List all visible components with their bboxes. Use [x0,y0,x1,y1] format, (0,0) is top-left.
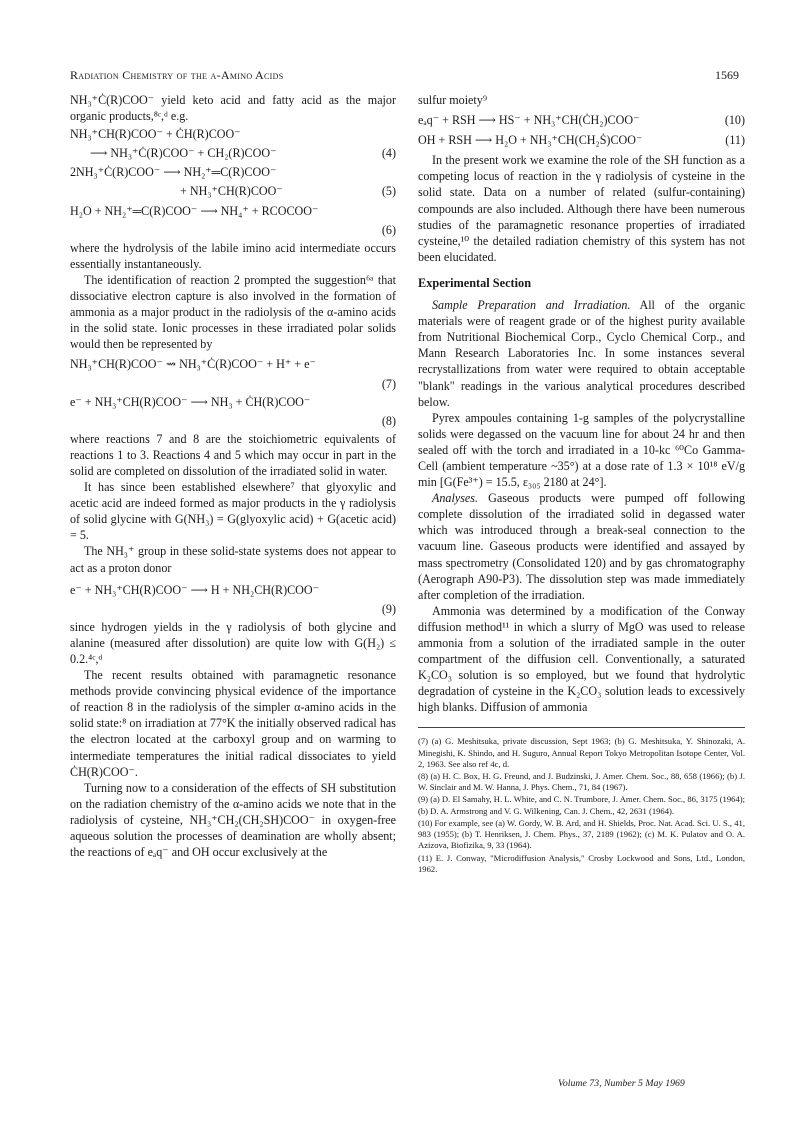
paragraph: Ammonia was determined by a modification of the Conway diffusion method¹¹ in which a slurry of MgO was used to release ammonia from a solution of the irradiated sample in the outer compartment of the diffusion cell. Conventionally, a saturated K₂CO₃ solution is so employed, but we found that hydrolytic degradation of cysteine in the K₂CO₃ solution leads to excessively high blanks. Diffusion of ammonia [418,603,745,715]
paragraph: The NH₃⁺ group in these solid-state systems does not appear to act as a proton donor [70,544,396,575]
equation-text: eₐq⁻ + RSH ⟶ HS⁻ + NH₃⁺CH(ĊH₂)COO⁻ [418,113,640,128]
equation-text: ⟶ NH₃⁺Ċ(R)COO⁻ + CH₂(R)COO⁻ [90,146,277,161]
footnotes [418,727,745,874]
equation-text: OH + RSH ⟶ H₂O + NH₃⁺CH(CH₂Ṡ)COO⁻ [418,133,643,148]
footnote: (7) (a) G. Meshitsuka, private discussion, Sept 1963; (b) G. Meshitsuka, Y. Shinozaki, A. Minegishi, K. Shindo, and H. Suguro, Annual Report Tokyo Metropolitan Isotope Center, Vol. 2, 1963. See also ref 4c, d. [418,736,745,769]
equation-number: (5) [381,184,396,199]
paragraph: It has since been established elsewhere⁷ that glyoxylic and acetic acid are indeed formed as major products in the γ radiolysis of solid glycine with G(NH₃) = G(glyoxylic acid) + G(acetic acid) = 5. [70,480,396,543]
equation-number: (6) [381,222,396,237]
paragraph: where the hydrolysis of the labile imino acid intermediate occurs essentially instantaneously. [70,240,396,271]
paragraph: NH₃⁺Ċ(R)COO⁻ yield keto acid and fatty acid as the major organic products,⁸ᶜ,ᵈ e.g. [70,93,396,124]
equation-number: (9) [381,601,396,616]
footnote: (10) For example, see (a) W. Gordy, W. B. Ard, and H. Shields, Proc. Nat. Acad. Sci. U. S., 41, 983 (1955); (b) T. Henriksen, J. Chem. Phys., 37, 2189 (1962); (c) M. K. Pulatov and O. A. Azizova, Biofizika, 9, 33 (1964). [418,817,745,851]
equation-5b [70,183,396,199]
paragraph [418,297,745,410]
equation-4b [70,145,396,161]
paragraph: since hydrogen yields in the γ radiolysis of both glycine and alanine (measured after dissolution) are quite low with G(H₂) ≤ 0.2.⁴ᶜ,ᵈ [70,619,396,666]
equation-7: NH₃⁺CH(R)COO⁻ ⇝ NH₃⁺Ċ(R)COO⁻ + H⁺ + e⁻ [70,357,316,372]
equation-10 [418,112,745,128]
equation-text: + NH₃⁺CH(R)COO⁻ [180,184,283,199]
paragraph: In the present work we examine the role of the SH function as a competing locus of reaction in the γ radiolysis of cysteine in the solid state. Data on a number of related (sulfur-containing) compounds are also included. Although there have been numerous studies of the paramagnetic resonance properties of irradiated cysteine,¹⁰ the detailed radiation chemistry of this system has not been elucidated. [418,153,745,264]
paragraph-text: All of the organic materials were of reagent grade or of the highest purity available from Nutritional Biochemical Corp., Cyclo Chemical Corp., and Mann Research Laboratories Inc. In some instances several recrystallizations from water were required to obtain acceptable "blank" readings in the various analytical procedures described below. [418,298,745,409]
run-in-heading: Analyses. [432,491,479,506]
footnote: (11) E. J. Conway, "Microdiffusion Analysis," Crosby Lockwood and Sons, Ltd., London, 1962. [418,852,745,874]
equation-number: (10) [724,113,745,128]
equation-number: (8) [381,413,396,428]
journal-footer: Volume 73, Number 5 May 1969 [558,1078,685,1089]
equation-number: (4) [381,146,396,161]
equation-9: e⁻ + NH₃⁺CH(R)COO⁻ ⟶ H + NH₂CH(R)COO⁻ [70,582,320,597]
running-title: Radiation Chemistry of the α-Amino Acids [70,68,284,82]
page-number: 1569 [715,68,739,82]
equation-11 [418,132,745,148]
right-column [418,92,745,876]
paragraph-text: Gaseous products were pumped off following complete dissolution of the irradiated solid in degassed water which was introduced through a break-seal connection to the vacuum line. Gaseous products were identified and assayed by mass spectrometry (Consolidated 120) and by gas chromatography (Aerograph A90-P3). The dissolution step was made immediately after completion of the irradiation. [418,491,745,602]
footnote: (8) (a) H. C. Box, H. G. Freund, and J. Budzinski, J. Amer. Chem. Soc., 88, 658 (1966); (b) J. W. Sinclair and M. W. Hanna, J. Phys. Chem., 71, 84 (1967). [418,771,745,793]
equation-number: (11) [725,133,745,148]
running-header [70,68,739,83]
paragraph: Pyrex ampoules containing 1-g samples of the polycrystalline solids were degassed on the vacuum line for about 24 hr and then sealed off with the torch and irradiated in a 10-kc ⁶⁰Co Gamma-Cell (ambient temperature ~35°) at a dose rate of 1.3 × 10¹⁸ eV/g min [G(Fe³⁺) = 15.5, ε₃₀₅ 2180 at 24°]. [418,410,745,490]
paragraph: where reactions 7 and 8 are the stoichiometric equivalents of reactions 1 to 3. Reactions 4 and 5 which may occur in part in the solid are completed on dissolution of the irradiated solid in water. [70,431,396,478]
equation-8: e⁻ + NH₃⁺CH(R)COO⁻ ⟶ NH₃ + ĊH(R)COO⁻ [70,394,311,409]
paragraph: The identification of reaction 2 prompted the suggestion⁶ᵃ that dissociative electron capture is also involved in the formation of ammonia as a major product in the radiolysis of the α-amino acids in the solid state. Ionic processes in these irradiated polar solids would then be represented by [70,272,396,352]
footnote: (9) (a) D. El Samahy, H. L. White, and C. N. Trumbore, J. Amer. Chem. Soc., 86, 3175 (1964); (b) D. A. Armstrong and V. G. Wilkening, Can. J. Chem., 42, 2631 (1964). [418,794,745,816]
paragraph [418,490,745,603]
left-column [70,92,396,860]
paragraph: sulfur moiety⁹ [418,93,488,107]
section-heading: Experimental Section [418,275,532,290]
equation-4a: NH₃⁺CH(R)COO⁻ + ĊH(R)COO⁻ [70,127,241,142]
equation-5a: 2NH₃⁺Ċ(R)COO⁻ ⟶ NH₂⁺═C(R)COO⁻ [70,165,277,180]
run-in-heading: Sample Preparation and Irradiation. [432,298,631,313]
equation-6: H₂O + NH₂⁺═C(R)COO⁻ ⟶ NH₄⁺ + RCOCOO⁻ [70,203,319,218]
equation-number: (7) [381,376,396,391]
paragraph: The recent results obtained with paramagnetic resonance methods provide convincing physical evidence of the importance of reaction 8 in the radiolysis of the simpler α-amino acids in the solid state:⁸ on irradiation at 77°K the initially observed radical has the electron located at the carboxyl group and on warming to intermediate temperatures the initial radical dissociates to yield ĊH(R)COO⁻. [70,668,396,779]
paragraph: Turning now to a consideration of the effects of SH substitution on the radiation chemistry of the α-amino acids we note that in the radiolysis of cysteine, NH₃⁺CH₂(CH₂SH)COO⁻ in oxygen-free aqueous solution the processes of deamination are wholly absent; the reactions of eₐq⁻ and OH occur exclusively at the [70,780,396,860]
